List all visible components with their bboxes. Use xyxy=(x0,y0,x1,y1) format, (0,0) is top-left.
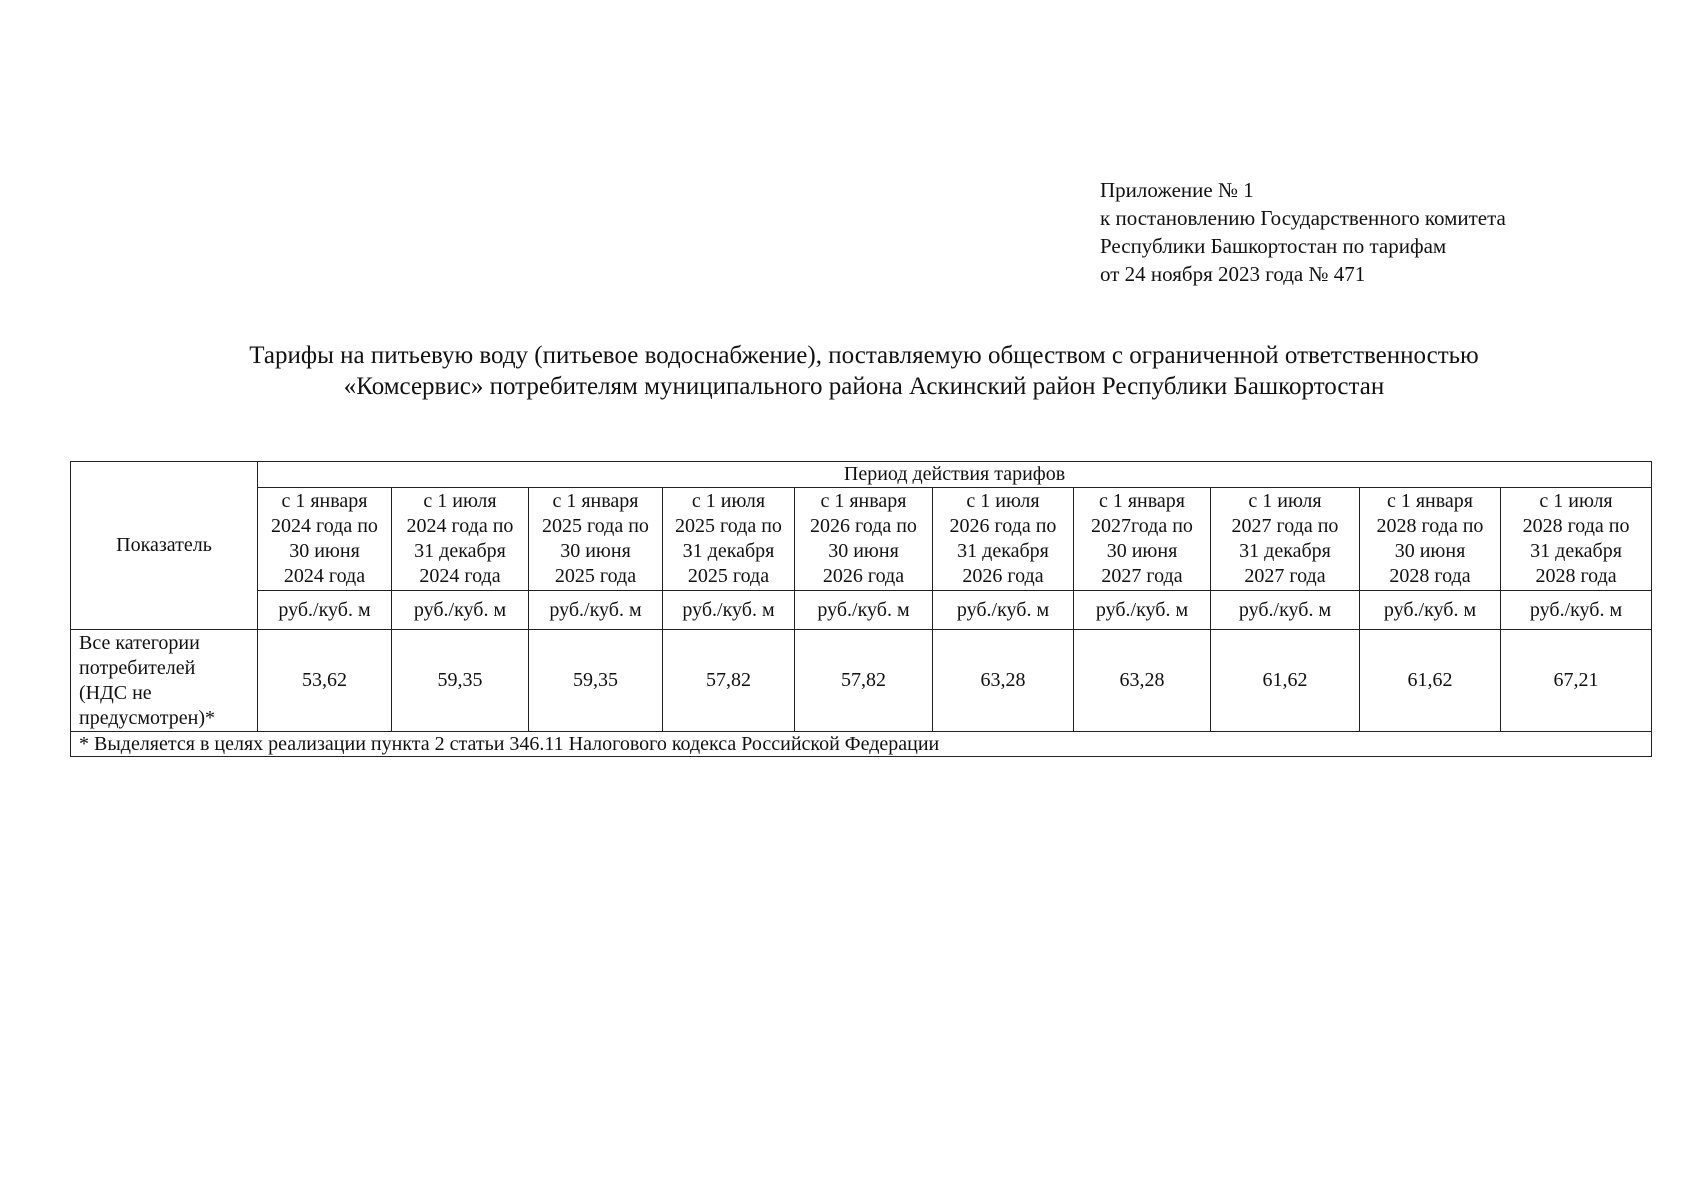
footnote: * Выделяется в целях реализации пункта 2 статьи 346.11 Налогового кодекса Российской Федерации xyxy=(71,732,1652,757)
period-row xyxy=(71,488,1652,591)
unit-cell: руб./куб. м xyxy=(258,591,392,630)
period-cell: с 1 июля 2028 года по 31 декабря 2028 года xyxy=(1501,488,1652,591)
appendix-block xyxy=(1100,176,1506,288)
indicator-header: Показатель xyxy=(71,462,258,630)
appendix-line: Приложение № 1 xyxy=(1100,178,1254,202)
tariff-value: 53,62 xyxy=(258,630,392,732)
appendix-line: к постановлению Государственного комитета xyxy=(1100,206,1506,230)
unit-row xyxy=(71,591,1652,630)
footnote-row xyxy=(71,732,1652,757)
unit-cell: руб./куб. м xyxy=(392,591,529,630)
tariff-value: 61,62 xyxy=(1360,630,1501,732)
period-header: Период действия тарифов xyxy=(258,462,1652,488)
period-cell: с 1 июля 2026 года по 31 декабря 2026 года xyxy=(933,488,1074,591)
document-title-line: «Комсервис» потребителям муниципального района Аскинский район Республики Башкортостан xyxy=(343,373,1385,400)
period-cell: с 1 июля 2027 года по 31 декабря 2027 года xyxy=(1211,488,1360,591)
unit-cell: руб./куб. м xyxy=(1501,591,1652,630)
tariff-value: 59,35 xyxy=(392,630,529,732)
tariff-value: 57,82 xyxy=(663,630,795,732)
tariff-value: 67,21 xyxy=(1501,630,1652,732)
unit-cell: руб./куб. м xyxy=(1211,591,1360,630)
document-title xyxy=(0,340,1696,402)
unit-cell: руб./куб. м xyxy=(1074,591,1211,630)
table-row xyxy=(71,630,1652,732)
tariff-value: 59,35 xyxy=(529,630,663,732)
period-cell: с 1 января 2025 года по 30 июня 2025 года xyxy=(529,488,663,591)
tariff-value: 57,82 xyxy=(795,630,933,732)
header-row xyxy=(71,462,1652,488)
period-cell: с 1 января 2026 года по 30 июня 2026 года xyxy=(795,488,933,591)
row-label: Все категории потребителей (НДС не предусмотрен)* xyxy=(71,630,258,732)
tariff-value: 63,28 xyxy=(933,630,1074,732)
unit-cell: руб./куб. м xyxy=(795,591,933,630)
period-cell: с 1 января 2028 года по 30 июня 2028 года xyxy=(1360,488,1501,591)
appendix-line: от 24 ноября 2023 года № 471 xyxy=(1100,262,1366,286)
period-cell: с 1 июля 2025 года по 31 декабря 2025 года xyxy=(663,488,795,591)
period-cell: с 1 января 2024 года по 30 июня 2024 года xyxy=(258,488,392,591)
tariff-table xyxy=(70,461,1652,757)
unit-cell: руб./куб. м xyxy=(1360,591,1501,630)
period-cell: с 1 января 2027года по 30 июня 2027 года xyxy=(1074,488,1211,591)
appendix-line: Республики Башкортостан по тарифам xyxy=(1100,234,1447,258)
tariff-value: 61,62 xyxy=(1211,630,1360,732)
unit-cell: руб./куб. м xyxy=(933,591,1074,630)
tariff-value: 63,28 xyxy=(1074,630,1211,732)
period-cell: с 1 июля 2024 года по 31 декабря 2024 года xyxy=(392,488,529,591)
unit-cell: руб./куб. м xyxy=(529,591,663,630)
document-title-line: Тарифы на питьевую воду (питьевое водоснабжение), поставляемую обществом с ограниченной ответственностью xyxy=(249,342,1479,369)
unit-cell: руб./куб. м xyxy=(663,591,795,630)
